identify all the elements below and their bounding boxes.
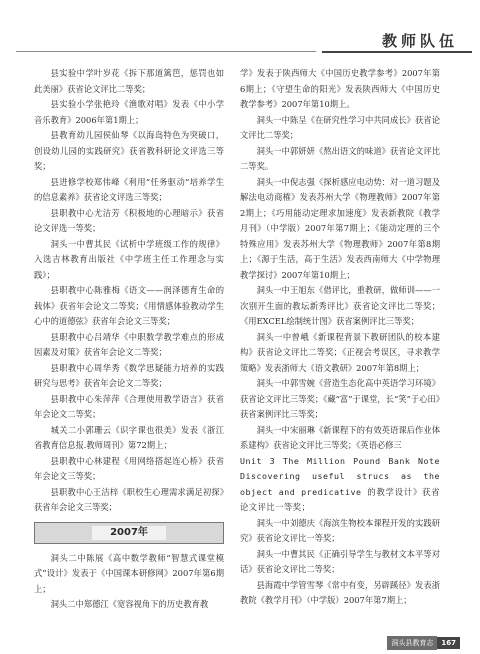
entry-paragraph: 洞头一中刘德庆《海滨生物校本课程开发的实践研究》获省论文评比一等奖； (240, 517, 440, 543)
entry-paragraph: 洞头二中郑德江《宽容视角下的历史教育教 (50, 599, 209, 609)
entry-paragraph: 洞头一中郭妍妍《熬出语文的味道》获省论文评比二等奖。 (240, 145, 440, 171)
entry-paragraph: 县职教中心王洁梓《职校生心理需求满足初探》获省年会论文三等奖； (34, 486, 224, 512)
entry-paragraph: 城关二小郭珊云《识字课也很美》发表《浙江省教育信息报.教师周刊》第72期上； (34, 424, 224, 450)
entry-paragraph: 洞头一中曾峨《新课程背景下教研团队的校本建构》获省论文评比二等奖；《正视会考误区，寻求教学策略》发表浙师大《语文教研》2007年第8期上； (240, 331, 440, 373)
entry-paragraph: 洞头一中曹其民《试析中学班级工作的规律》入选吉林教育出版社《中学班主任工作理念与实践》； (34, 238, 224, 280)
right-column (240, 66, 440, 609)
entry-paragraph: 洞头一中曹其民《正确引导学生与教材文本平等对话》获省论文评比二等奖； (240, 548, 440, 574)
entry-paragraph: 县进修学校郑伟峰《利用“任务驱动”培养学生的信息素养》获省论文评选三等奖； (34, 176, 224, 202)
entry-paragraph: 县实验中学叶岁花《拆下那道篱笆，惩罚也如此美丽》获省论文评比二等奖； (34, 68, 224, 94)
entry-paragraph: 县职教中心吕靖华《中职数学教学难点的形成因素及对策》获省年会论文二等奖； (34, 331, 224, 357)
entry-paragraph-english: Unit 3 The Million Pound Bank Note Discovering useful strucs as the object and predicative 的教学设计》获省论文评比一等奖； (240, 455, 440, 512)
entry-paragraph: 县职教中心周华秀《数学思疑能力培养的实践研究与思考》获省年会论文二等奖； (34, 362, 224, 388)
entry-paragraph: 县职教中心陈雅梅《语文——润泽德育生命的载体》获省年会论文二等奖；《用情感体验教动学生心中的道德弦》获省年会论文三等奖； (34, 285, 224, 326)
entry-paragraph: 县职教中心尤洁芳《积极地的心理暗示》获省论文评选一等奖； (34, 207, 224, 233)
entry-paragraph: 洞头一中宋丽琳《新课程下的有效英语课后作业体系建构》获省论文评比三等奖；《英语必修三 (240, 424, 440, 450)
page-number: 167 (437, 637, 460, 649)
entry-paragraph: 洞头一中王旭东《借评比，重教研，做师训——一次别开生面的教坛新秀评比》获省论文评比二等奖；《用EXCEL绘制统计图》获省案例评比三等奖； (240, 285, 440, 326)
entry-paragraph: 洞头一中陈呈《在研究性学习中共同成长》获省论文评比二等奖； (240, 114, 440, 140)
journal-name: 洞头县教育志 (387, 636, 437, 650)
section-title: 教师队伍 (381, 32, 458, 50)
header-rule-thin (16, 51, 316, 52)
year-banner-label: 2007年 (92, 526, 166, 540)
entry-paragraph-continued: 学》发表于陕西师大《中国历史教学参考》2007年第6期上；《守望生命的阳光》发表陕西师大《中国历史教学参考》2007年第10期上。 (240, 68, 440, 109)
entry-paragraph: 县教育幼儿园侯仙琴《以海岛特色为突破口，创设幼儿园的实践研究》获省教科研论文评选三等奖； (34, 130, 224, 171)
header-rule-thick (322, 51, 472, 53)
page-footer (387, 636, 460, 650)
year-banner (34, 522, 224, 544)
entry-paragraph: 洞头一中郭雪婉《营造生态化高中英语学习环境》获省论文评比三等奖；《藏“富”于课堂，长“笑”于心田》获省案例评比三等奖； (240, 378, 440, 419)
entry-paragraph: 县海霞中学管雪琴《常中有变，另辟蹊径》发表浙教院《教学月刊》（中学版）2007年第7期上； (240, 579, 440, 605)
entry-paragraph: 县职教中心林建程《用网络搭起连心桥》获省年会论文三等奖； (34, 455, 224, 481)
entry-paragraph: 洞头二中陈展《高中数学教师“智慧式课堂模式”设计》发表于《中国课本研修网》2007年第6期上； (34, 552, 224, 594)
left-column (34, 66, 224, 613)
entry-paragraph: 县职教中心朱萍萍《合理使用教学语言》获省年会论文二等奖； (34, 393, 224, 419)
entry-paragraph: 县实验小学张艳玲《渔歌对唱》发表《中小学音乐教育》2006年第1期上； (34, 99, 224, 125)
entry-paragraph: 洞头一中倪志强《探析感应电动势：对一道习题及解法电动商榷》发表苏州大学《物理教师》2007年第2期上；《巧用能动定理求加速度》发表新教院《教学月刊》（中学版）2007年第7期上；《能动定理的三个特殊应用》发表苏州大学《物理教师》2007年第8期上；《源于生活，高于生活》发表西南师大《中学物理教学探讨》2007年第10期上； (240, 176, 440, 280)
